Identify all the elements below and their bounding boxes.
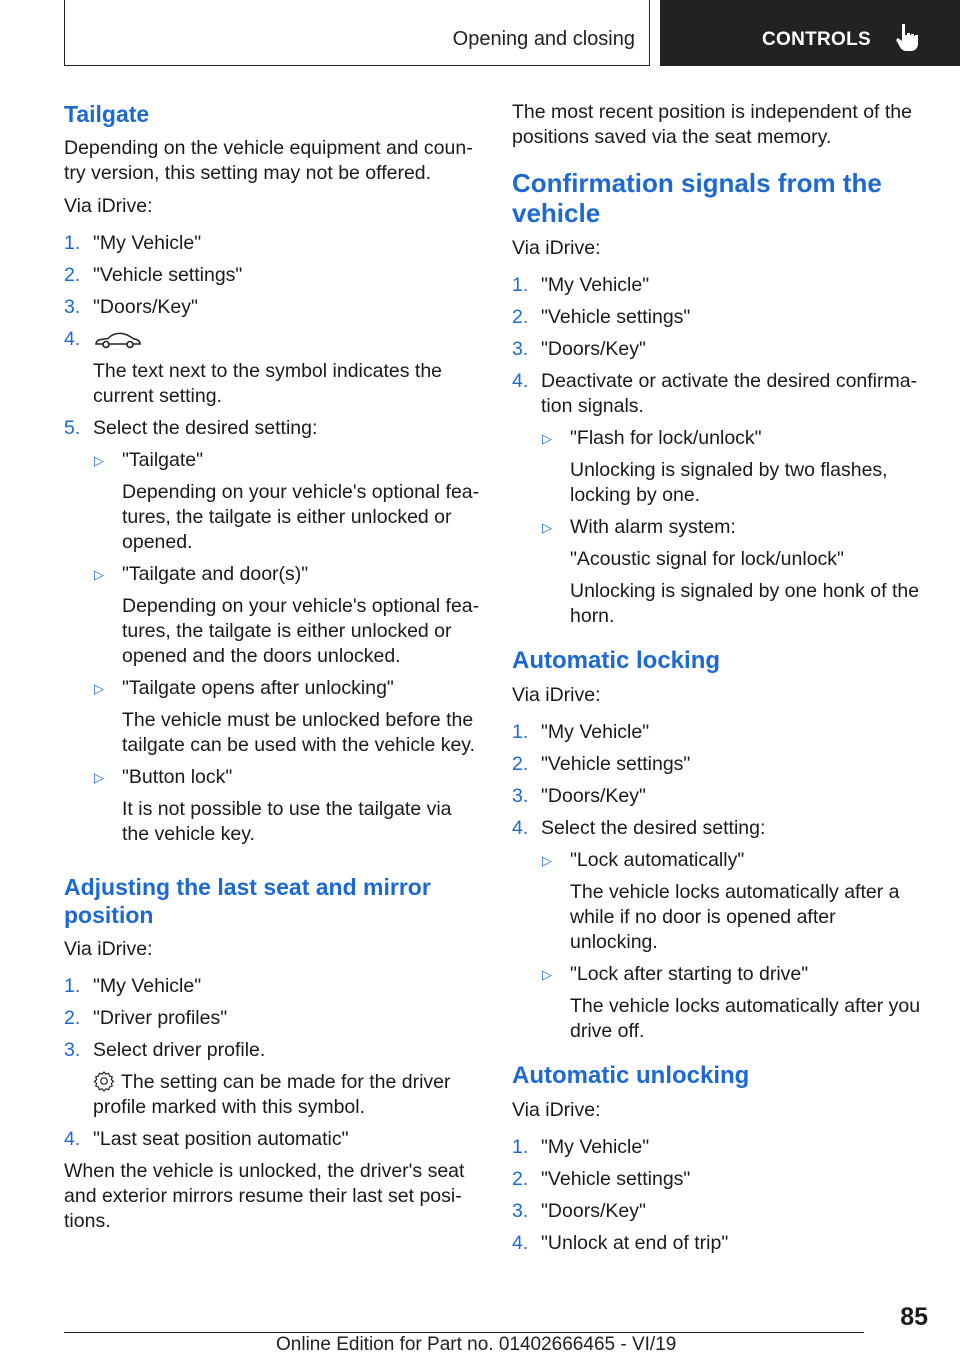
- list-item: [512, 1135, 928, 1160]
- seat-outro: When the vehicle is unlocked, the driver's seat and exterior mirrors resume their last set positions.: [64, 1160, 465, 1232]
- autolock-via: Via iDrive:: [512, 684, 601, 706]
- confirm-via: Via iDrive:: [512, 237, 601, 259]
- list-item: [64, 1127, 480, 1152]
- option-label: "Tailgate opens after unlocking": [122, 677, 394, 699]
- option-desc: The vehicle locks automatically after you drive off.: [570, 995, 921, 1042]
- step-text: Select the desired setting:: [93, 417, 318, 439]
- confirm-steps: [512, 273, 928, 629]
- list-item: [512, 720, 928, 745]
- option-label: "Tailgate and door(s)": [122, 563, 309, 585]
- gear-icon: [93, 1070, 115, 1092]
- step-text: "Doors/Key": [93, 296, 198, 318]
- step-number: 2.: [64, 1007, 81, 1029]
- step-text: "Vehicle settings": [541, 1168, 691, 1190]
- step-number: 3.: [64, 1039, 81, 1061]
- seat-steps: [64, 974, 480, 1152]
- seat-via: Via iDrive:: [64, 938, 153, 960]
- step-text: "Vehicle settings": [93, 264, 243, 286]
- tailgate-heading: Tailgate: [64, 101, 150, 127]
- list-item: [93, 448, 480, 555]
- step-text: "Unlock at end of trip": [541, 1232, 729, 1254]
- list-item: [512, 1199, 928, 1224]
- autolock-options: [541, 848, 928, 1044]
- triangle-bullet-icon: ▷: [542, 853, 552, 868]
- header-section-title: Opening and closing: [452, 28, 635, 50]
- list-item: [541, 848, 928, 955]
- list-item: [64, 416, 480, 847]
- list-item: [512, 337, 928, 362]
- list-item: [512, 816, 928, 1044]
- step-text: "My Vehicle": [541, 721, 650, 743]
- list-item: [541, 426, 928, 508]
- step-text: "Doors/Key": [541, 785, 646, 807]
- tailgate-steps: [64, 231, 480, 847]
- list-item: [512, 1231, 928, 1256]
- step-subtext: The setting can be made for the driver profile marked with this symbol.: [93, 1071, 451, 1118]
- option-desc: Unlocking is signaled by two flashes, locking by one.: [570, 459, 888, 506]
- step-text: "My Vehicle": [541, 1136, 650, 1158]
- option-label: "Lock automatically": [570, 849, 745, 871]
- option-desc: The vehicle locks automatically after a while if no door is opened after unlocking.: [570, 881, 900, 953]
- step-number: 2.: [64, 264, 81, 286]
- header-chapter-box: [660, 0, 960, 66]
- list-item: [93, 562, 480, 669]
- step-number: 2.: [512, 1168, 529, 1190]
- seat-heading: Adjusting the last seat and mirror position: [64, 874, 431, 928]
- list-item: [512, 273, 928, 298]
- header-section-box: [64, 0, 650, 66]
- step-text: "Doors/Key": [541, 338, 646, 360]
- step-number: 4.: [512, 817, 529, 839]
- tailgate-via: Via iDrive:: [64, 195, 153, 217]
- option-label: "Tailgate": [122, 449, 204, 471]
- list-item: [64, 974, 480, 999]
- autolock-steps: [512, 720, 928, 1044]
- option-desc: Depending on your vehicle's optional features, the tailgate is either unlocked or opened and the doors unlocked.: [122, 595, 480, 667]
- option-desc: It is not possible to use the tailgate via the vehicle key.: [122, 798, 452, 845]
- list-item: [64, 231, 480, 256]
- step-number: 1.: [64, 975, 81, 997]
- list-item: [512, 1167, 928, 1192]
- autolock-heading: Automatic locking: [512, 647, 721, 674]
- list-item: [512, 752, 928, 777]
- left-column: [64, 100, 480, 1234]
- confirm-heading: Confirmation signals from the vehicle: [512, 168, 882, 228]
- list-item: [64, 327, 480, 409]
- triangle-bullet-icon: ▷: [542, 967, 552, 982]
- autounlock-heading: Automatic unlocking: [512, 1062, 750, 1089]
- triangle-bullet-icon: ▷: [94, 453, 104, 468]
- option-desc: Unlocking is signaled by one honk of the horn.: [570, 580, 920, 627]
- step-number: 3.: [512, 338, 529, 360]
- step-number: 1.: [512, 721, 529, 743]
- step-subtext: The text next to the symbol indicates the current setting.: [93, 360, 443, 407]
- tailgate-options: [93, 448, 480, 847]
- step-text: Select the desired setting:: [541, 817, 766, 839]
- option-desc: Depending on your vehicle's optional features, the tailgate is either unlocked or opened.: [122, 481, 480, 553]
- step-number: 3.: [512, 785, 529, 807]
- confirm-options: [541, 426, 928, 629]
- seat-memory-note: The most recent position is independent of the positions saved via the seat memory.: [512, 101, 912, 148]
- triangle-bullet-icon: ▷: [94, 681, 104, 696]
- triangle-bullet-icon: ▷: [542, 520, 552, 535]
- list-item: [93, 676, 480, 758]
- footer-divider: [64, 1332, 864, 1333]
- step-number: 5.: [64, 417, 81, 439]
- list-item: [512, 784, 928, 809]
- step-text: Select driver profile.: [93, 1039, 266, 1061]
- option-label: "Lock after starting to drive": [570, 963, 809, 985]
- pointing-hand-icon: [894, 22, 922, 52]
- triangle-bullet-icon: ▷: [542, 431, 552, 446]
- option-label: "Flash for lock/unlock": [570, 427, 762, 449]
- step-number: 2.: [512, 306, 529, 328]
- step-text: Deactivate or activate the desired confirmation signals.: [541, 370, 918, 417]
- tailgate-intro: Depending on the vehicle equipment and country version, this setting may not be offered.: [64, 137, 473, 184]
- step-text: "My Vehicle": [541, 274, 650, 296]
- list-item: [64, 295, 480, 320]
- step-number: 3.: [64, 296, 81, 318]
- step-text: "My Vehicle": [93, 232, 202, 254]
- footer-edition: Online Edition for Part no. 01402666465 - VI/19: [276, 1334, 677, 1355]
- list-item: [64, 1038, 480, 1120]
- step-number: 1.: [64, 232, 81, 254]
- step-number: 1.: [512, 1136, 529, 1158]
- autounlock-steps: [512, 1135, 928, 1256]
- autounlock-via: Via iDrive:: [512, 1099, 601, 1121]
- step-text: "Last seat position automatic": [93, 1128, 349, 1150]
- step-number: 4.: [512, 1232, 529, 1254]
- list-item: [512, 369, 928, 629]
- step-text: "Vehicle settings": [541, 753, 691, 775]
- option-label: "Button lock": [122, 766, 233, 788]
- page-number: 85: [900, 1303, 928, 1331]
- step-text: "Driver profiles": [93, 1007, 228, 1029]
- header-chapter-title: CONTROLS: [762, 29, 872, 50]
- step-number: 3.: [512, 1200, 529, 1222]
- list-item: [64, 263, 480, 288]
- option-label: With alarm system:: [570, 516, 736, 538]
- option-desc: "Acoustic signal for lock/unlock": [570, 548, 844, 570]
- right-column: [512, 100, 928, 1263]
- list-item: [512, 305, 928, 330]
- step-subtext-wrap: [93, 1070, 480, 1120]
- step-number: 4.: [64, 328, 81, 350]
- triangle-bullet-icon: ▷: [94, 567, 104, 582]
- list-item: [541, 515, 928, 629]
- list-item: [93, 765, 480, 847]
- step-text: "My Vehicle": [93, 975, 202, 997]
- option-desc: The vehicle must be unlocked before the tailgate can be used with the vehicle key.: [122, 709, 476, 756]
- step-number: 4.: [64, 1128, 81, 1150]
- step-text: "Vehicle settings": [541, 306, 691, 328]
- step-number: 4.: [512, 370, 529, 392]
- step-number: 1.: [512, 274, 529, 296]
- list-item: [64, 1006, 480, 1031]
- step-number: 2.: [512, 753, 529, 775]
- list-item: [541, 962, 928, 1044]
- car-icon: [93, 329, 143, 351]
- step-text: "Doors/Key": [541, 1200, 646, 1222]
- triangle-bullet-icon: ▷: [94, 770, 104, 785]
